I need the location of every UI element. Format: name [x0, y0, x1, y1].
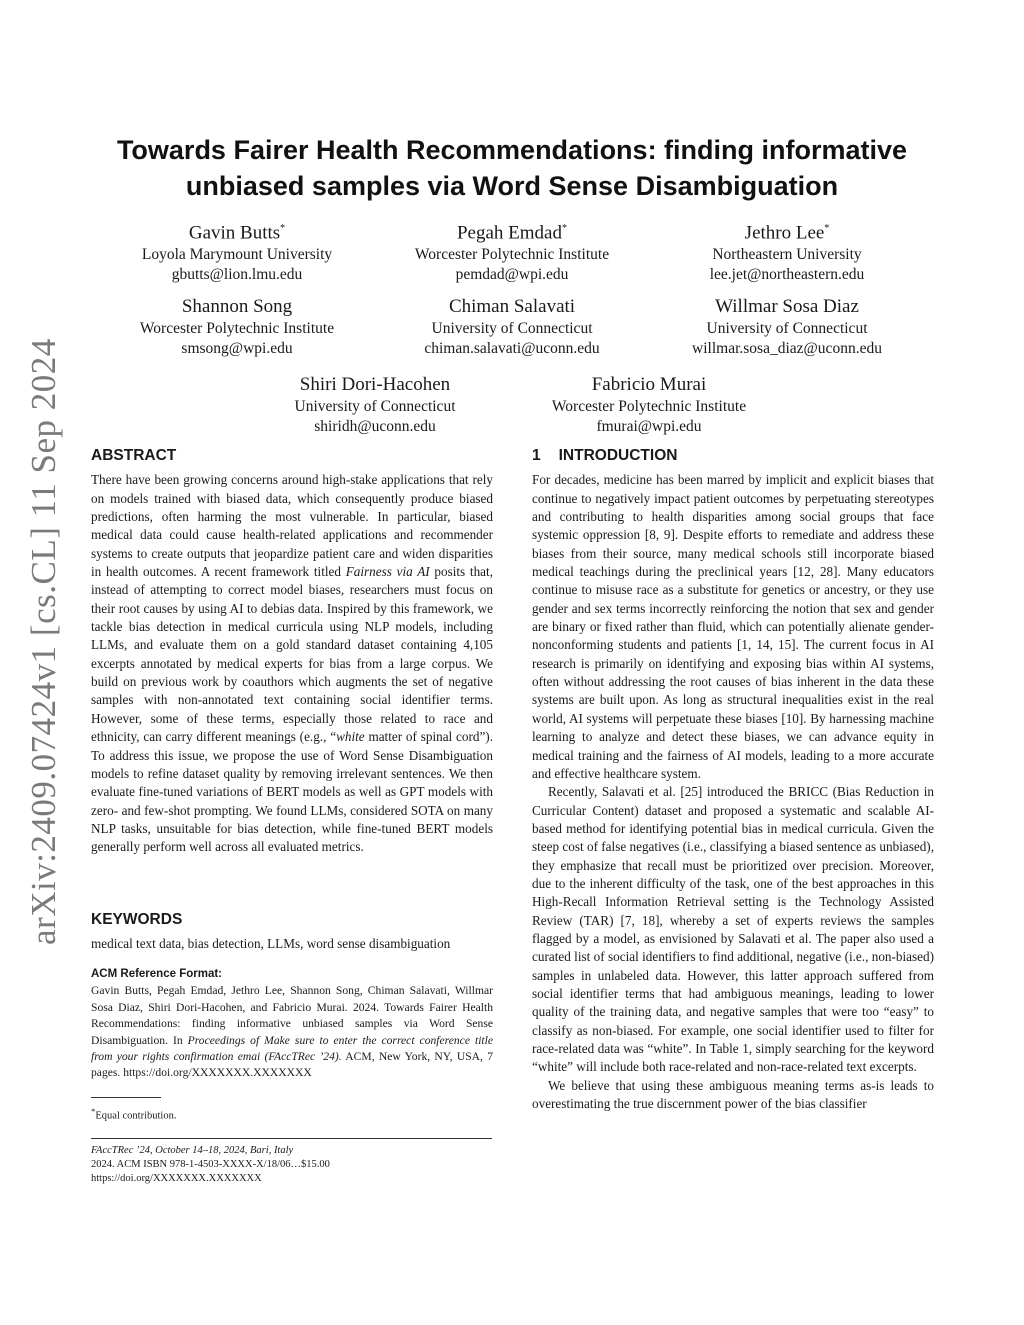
abstract-text: There have been growing concerns around high-stake applications that rely on models trained with biased data, which consequently produce biased predictions, often harming the most vulnerable. In particular, biased medical data could cause health-related applications and recommender systems to create outputs that jeopardize patient care and widen disparities in health outcomes. A recent framework titled Fairness via AI posits that, instead of attempting to correct model biases, researchers must focus on their root causes by using AI to debias data. Inspired by this framework, we tackle bias detection in medical curricula using NLP models, including LLMs, and evaluate them on a gold standard dataset containing 4,105 excerpts annotated by medical experts for bias from a large corpus. We build on previous work by coauthors which augments the set of negative samples with non-annotated text containing social identifier terms. However, some of these terms, especially those related to race and ethnicity, can carry different meanings (e.g., “white matter of spinal cord”). To address this issue, we propose the use of Word Sense Disambiguation models to refine dataset quality by removing irrelevant sentences. We then evaluate fine-tuned variations of BERT models as well as GPT models with zero- and few-shot prompting. We found LLMs, considered SOTA on many NLP tasks, unsuitable for bias detection, while fine-tuned BERT models generally perform well across all evaluated metrics.: [91, 472, 493, 855]
equal-contribution-mark: *: [562, 223, 567, 234]
author-name: Pegah Emdad: [456, 222, 562, 244]
author-affiliation: Worcester Polytechnic Institute: [551, 398, 747, 415]
doi-line: https://doi.org/XXXXXXX.XXXXXXX: [91, 1173, 262, 1184]
intro-paragraph: For decades, medicine has been marred by implicit and explicit biases that continue to negatively impact patient outcomes by perpetuating stereotypes and contributing to health disparities among social groups that face systemic oppression [8, 9]. Despite efforts to remediate and address these biases from their source, many medical schools still incorporate biased medical teachings during the preclinical years [12, 28]. Many educators continue to misuse race as a substitute for genetics or ancestry, or they use gender and sex terms incorrectly reinforcing the notion that sex and gender are binary or fixed rather than fluid, which can potentially alienate gender-nonconforming students and patients [1, 14, 15]. The current focus in AI research is primarily on identifying and exposing bias within AI systems, often without addressing the root causes of bias inherent in the data these systems are built upon. As long as structural inequalities exist in the real world, AI systems will perpetuate these biases [10]. By harnessing machine learning to analyze and detect these biases, we can advance equity in medical training and the fairness of AI models, leading to a more accurate and effective healthcare system.: [532, 472, 934, 781]
author-block: [362, 217, 662, 285]
author-block: [499, 373, 799, 437]
keywords-text: medical text data, bias detection, LLMs, word sense disambiguation: [91, 936, 451, 952]
equal-contribution-mark: *: [824, 223, 830, 234]
author-block: [362, 295, 662, 359]
footnote-mark: *: [91, 1106, 96, 1116]
venue-rule: [91, 1138, 492, 1139]
author-email: pemdad@wpi.edu: [455, 266, 569, 284]
intro-paragraph: We believe that using these ambiguous meaning terms as-is leads to overestimating the true discernment power of the bias classifier: [532, 1077, 934, 1112]
author-email: chiman.salavati@uconn.edu: [424, 340, 600, 357]
footnote-rule: [91, 1097, 161, 1098]
section-title: INTRODUCTION: [558, 447, 678, 464]
right-column: [532, 447, 934, 1113]
author-affiliation: Worcester Polytechnic Institute: [139, 320, 335, 337]
venue-line: FAccTRec ’24, October 14–18, 2024, Bari, Italy: [91, 1145, 294, 1156]
acm-reference-text: Gavin Butts, Pegah Emdad, Jethro Lee, Shannon Song, Chiman Salavati, Willmar Sosa Diaz, Shiri Dori-Hacohen, and Fabricio Murai. 2024. Towards Fairer Health Recommendations: finding informative unbiased samples via Word Sense Disambiguation. In Proceedings of Make sure to enter the correct conference title from your rights confirmation emai (FAccTRec ’24). ACM, New York, NY, USA, 7 pages. https://doi.org/XXXXXXX.XXXXXXX: [91, 984, 493, 1080]
section-number: 1: [532, 447, 541, 464]
author-email: smsong@wpi.edu: [181, 340, 293, 357]
author-affiliation: Worcester Polytechnic Institute: [414, 246, 610, 264]
keywords-section: [91, 911, 493, 954]
author-block: [637, 295, 937, 359]
intro-paragraph: Recently, Salavati et al. [25] introduced the BRICC (Bias Reduction in Curricular Content) dataset and proposed a systematic and scalable AI-based method for identifying potential bias in medical curricula. Given the steep cost of false negatives (i.e., classifying a biased sentence as unbiased), they emphasize that recall must be prioritized over precision. Moreover, due to the inherent difficulty of the task, one of the best approaches in this High-Recall Information Retrieval setting is the Technology Assisted Review (TAR) [7, 18], whereby a set of experts reviews the samples flagged by a model, as envisioned by Salavati et al. The paper also used a curated list of social identifiers to find additional, negative (i.e., non-biased) samples in unlabeled data. However, this latter approach suffered from social identifier terms that had ambiguous meanings, leading to lower quality of the training data, and negative samples that were too “easy” to classify as non-biased. For example, one social identifier used to filter for race-related data was “white”. In Table 1, simply searching for the keyword “white” will include both race-related and non-race-related text excerpts.: [532, 784, 934, 1075]
footnote: [91, 1104, 493, 1124]
author-email: gbutts@lion.lmu.edu: [171, 266, 303, 284]
abstract-heading: ABSTRACT: [91, 447, 177, 464]
author-name: Jethro Lee: [744, 222, 825, 244]
left-column: [91, 447, 493, 857]
keywords-heading: KEYWORDS: [91, 911, 183, 928]
author-block: [87, 217, 387, 285]
footnote-text: Equal contribution.: [95, 1110, 177, 1122]
title-line-2: unbiased samples via Word Sense Disambiguation: [185, 171, 839, 201]
author-affiliation: University of Connecticut: [294, 398, 456, 415]
acm-reference-heading: ACM Reference Format:: [91, 968, 222, 980]
arxiv-identifier: arXiv:2409.07424v1 [cs.CL] 11 Sep 2024: [24, 338, 63, 945]
paper-title: [60, 132, 964, 204]
author-block: [87, 295, 387, 359]
author-email: willmar.sosa_diaz@uconn.edu: [692, 340, 882, 357]
author-email: fmurai@wpi.edu: [596, 418, 702, 435]
author-email: lee.jet@northeastern.edu: [709, 266, 865, 284]
author-name: Chiman Salavati: [448, 296, 576, 317]
title-line-1: Towards Fairer Health Recommendations: finding informative: [116, 135, 908, 165]
author-name: Gavin Butts: [188, 222, 281, 244]
author-name: Willmar Sosa Diaz: [715, 296, 859, 317]
author-email: shiridh@uconn.edu: [314, 418, 436, 435]
author-affiliation: Loyola Marymount University: [141, 246, 333, 264]
author-affiliation: University of Connecticut: [706, 320, 868, 337]
acm-reference: [91, 965, 493, 1082]
author-name: Shannon Song: [181, 296, 293, 317]
equal-contribution-mark: *: [280, 223, 286, 234]
author-affiliation: Northeastern University: [712, 246, 862, 264]
author-name: Shiri Dori-Hacohen: [299, 374, 451, 395]
venue-info: [91, 1144, 493, 1186]
author-block: [637, 217, 937, 285]
author-block: [225, 373, 525, 437]
author-name: Fabricio Murai: [591, 374, 707, 395]
isbn-line: 2024. ACM ISBN 978-1-4503-XXXX-X/18/06…$15.00: [91, 1159, 330, 1170]
author-affiliation: University of Connecticut: [431, 320, 593, 337]
introduction-heading: [532, 447, 934, 465]
